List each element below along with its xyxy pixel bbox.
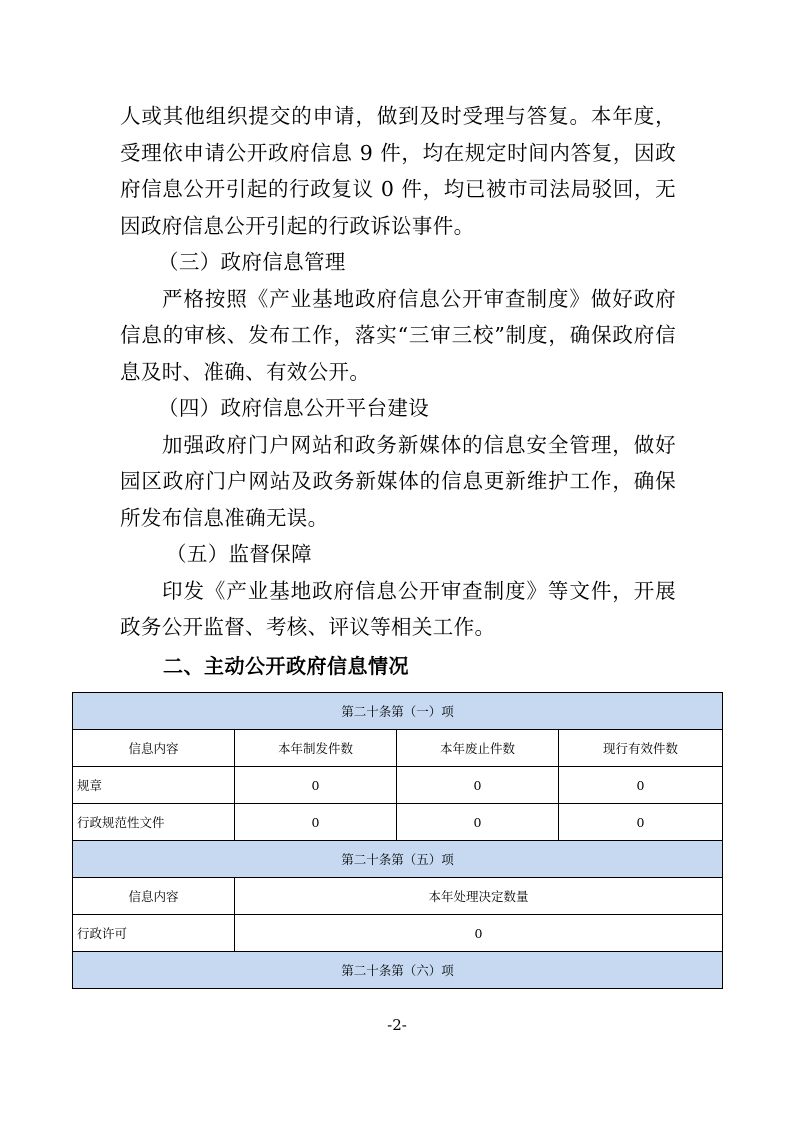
table-header-cell: 本年制发件数: [235, 730, 397, 767]
table-cell: 规章: [73, 767, 235, 804]
page-number: -2-: [387, 1016, 407, 1034]
article-band-1: 第二十条第（一）项: [73, 693, 723, 730]
table-cell: 行政许可: [73, 915, 235, 952]
paragraph-platform-construction: 加强政府门户网站和政务新媒体的信息安全管理，做好园区政府门户网站及政务新媒体的信息更新维护工作，确保所发布信息准确无误。: [120, 432, 676, 530]
subheading-info-management: （三）政府信息管理: [158, 250, 346, 274]
table-row: [73, 730, 723, 767]
table-row: [73, 767, 723, 804]
table-row: [73, 915, 723, 952]
table-cell: 行政规范性文件: [73, 804, 235, 841]
table-cell: 0: [397, 767, 559, 804]
table-header-cell: 信息内容: [73, 878, 235, 915]
table-row: [73, 952, 723, 989]
table-cell: 0: [235, 915, 723, 952]
table-header-cell: 本年处理决定数量: [235, 878, 723, 915]
paragraph-info-management: 严格按照《产业基地政府信息公开审查制度》做好政府信息的审核、发布工作，落实“三审三校”制度，确保政府信息及时、准确、有效公开。: [120, 286, 676, 384]
table-cell: 0: [235, 767, 397, 804]
table-header-cell: 信息内容: [73, 730, 235, 767]
table-cell: 0: [397, 804, 559, 841]
body-text: [120, 98, 676, 646]
table-row: [73, 878, 723, 915]
section-heading: 二、主动公开政府信息情况: [163, 654, 409, 678]
paragraph-supervision: 印发《产业基地政府信息公开审查制度》等文件，开展政务公开监督、考核、评议等相关工作。: [120, 578, 676, 639]
table-header-cell: 本年废止件数: [397, 730, 559, 767]
paragraph-application-handling: 人或其他组织提交的申请，做到及时受理与答复。本年度，受理依申请公开政府信息 9 件，均在规定时间内答复，因政府信息公开引起的行政复议 0 件，均已被市司法局驳回，无因政府信息公开引起的行政诉讼事件。: [120, 104, 676, 238]
article-band-3: 第二十条第（六）项: [73, 952, 723, 989]
disclosure-table: [72, 692, 723, 989]
table-row: [73, 841, 723, 878]
article-band-2: 第二十条第（五）项: [73, 841, 723, 878]
subheading-platform-construction: （四）政府信息公开平台建设: [158, 396, 430, 420]
table-row: [73, 804, 723, 841]
table-cell: 0: [559, 804, 723, 841]
table-header-cell: 现行有效件数: [559, 730, 723, 767]
subheading-supervision: （五）监督保障: [166, 542, 312, 566]
table-cell: 0: [235, 804, 397, 841]
table-row: [73, 693, 723, 730]
table-cell: 0: [559, 767, 723, 804]
